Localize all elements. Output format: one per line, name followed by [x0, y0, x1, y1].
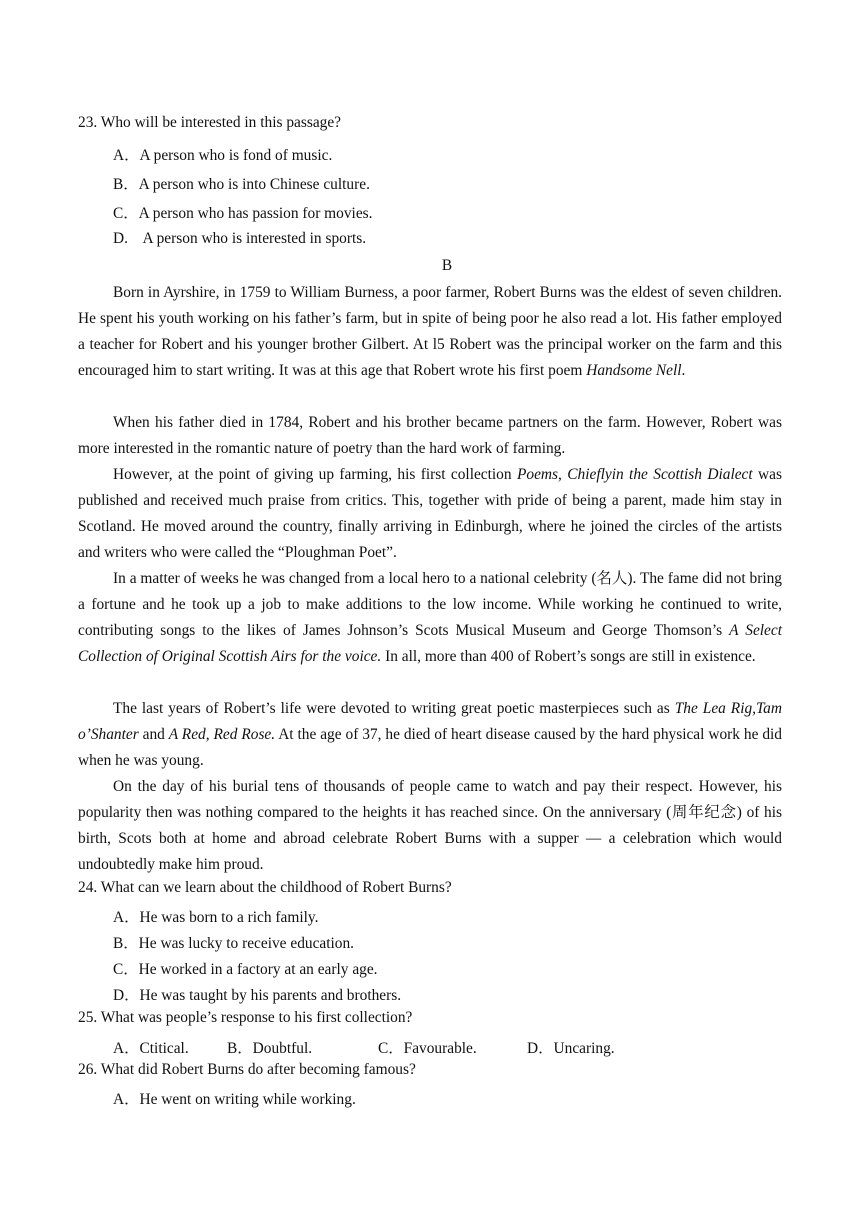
question-23-stem: 23. Who will be interested in this passage? [78, 114, 342, 131]
q25-option-b: B．Doubtful. [227, 1040, 313, 1057]
q25-option-d: D．Uncaring. [527, 1040, 615, 1057]
passage-paragraph-6: On the day of his burial tens of thousands of people came to watch and pay their respect. However, his popularity then was nothing compared to the heights it has reached since. On the anniversary (周年纪念) of his birth, Scots both at home and abroad celebrate Robert Burns with a supper — a celebration which would undoubtedly make him proud. [78, 778, 782, 873]
q26-option-a: A．He went on writing while working. [113, 1091, 356, 1108]
q23-option-d: D. A person who is interested in sports. [113, 230, 367, 247]
q25-option-c: C．Favourable. [378, 1040, 477, 1057]
q23-option-a: A．A person who is fond of music. [113, 147, 333, 164]
q23-option-c: C．A person who has passion for movies. [113, 205, 373, 222]
q25-option-a: A．Ctitical. [113, 1040, 189, 1057]
question-26-stem: 26. What did Robert Burns do after becoming famous? [78, 1061, 416, 1078]
q24-option-a: A．He was born to a rich family. [113, 909, 319, 926]
q24-option-b: B．He was lucky to receive education. [113, 935, 355, 952]
question-25-stem: 25. What was people’s response to his first collection? [78, 1009, 413, 1026]
passage-paragraph-2: When his father died in 1784, Robert and his brother became partners on the farm. However, Robert was more interested in the romantic nature of poetry than the hard work of farming. [78, 414, 782, 457]
section-label: B [441, 257, 453, 274]
passage-paragraph-1: Born in Ayrshire, in 1759 to William Burness, a poor farmer, Robert Burns was the eldest of seven children. He spent his youth working on his father’s farm, but in spite of being poor he also read a lot. His father employed a teacher for Robert and his younger brother Gilbert. At l5 Robert was the principal worker on the farm and this encouraged him to start writing. It was at this age that Robert wrote his first poem Handsome Nell. [78, 284, 782, 379]
passage-paragraph-4: In a matter of weeks he was changed from a local hero to a national celebrity (名人). The fame did not bring a fortune and he took up a job to make additions to the low income. While working he continued to write, contributing songs to the likes of James Johnson’s Scots Musical Museum and George Thomson’s A Select Collection of Original Scottish Airs for the voice. In all, more than 400 of Robert’s songs are still in existence. [78, 570, 782, 665]
passage-paragraph-3: However, at the point of giving up farming, his first collection Poems, Chieflyin the Scottish Dialect was published and received much praise from critics. This, together with pride of being a parent, made him stay in Scotland. He moved around the country, finally arriving in Edinburgh, where he joined the circles of the artists and writers who were called the “Ploughman Poet”. [78, 466, 782, 561]
q24-option-c: C．He worked in a factory at an early age. [113, 961, 378, 978]
question-24-stem: 24. What can we learn about the childhood of Robert Burns? [78, 879, 452, 896]
passage-paragraph-5: The last years of Robert’s life were devoted to writing great poetic masterpieces such as The Lea Rig,Tam o’Shanter and A Red, Red Rose. At the age of 37, he died of heart disease caused by the hard physical work he did when he was young. [78, 700, 782, 769]
q24-option-d: D．He was taught by his parents and brothers. [113, 987, 402, 1004]
q23-option-b: B．A person who is into Chinese culture. [113, 176, 370, 193]
